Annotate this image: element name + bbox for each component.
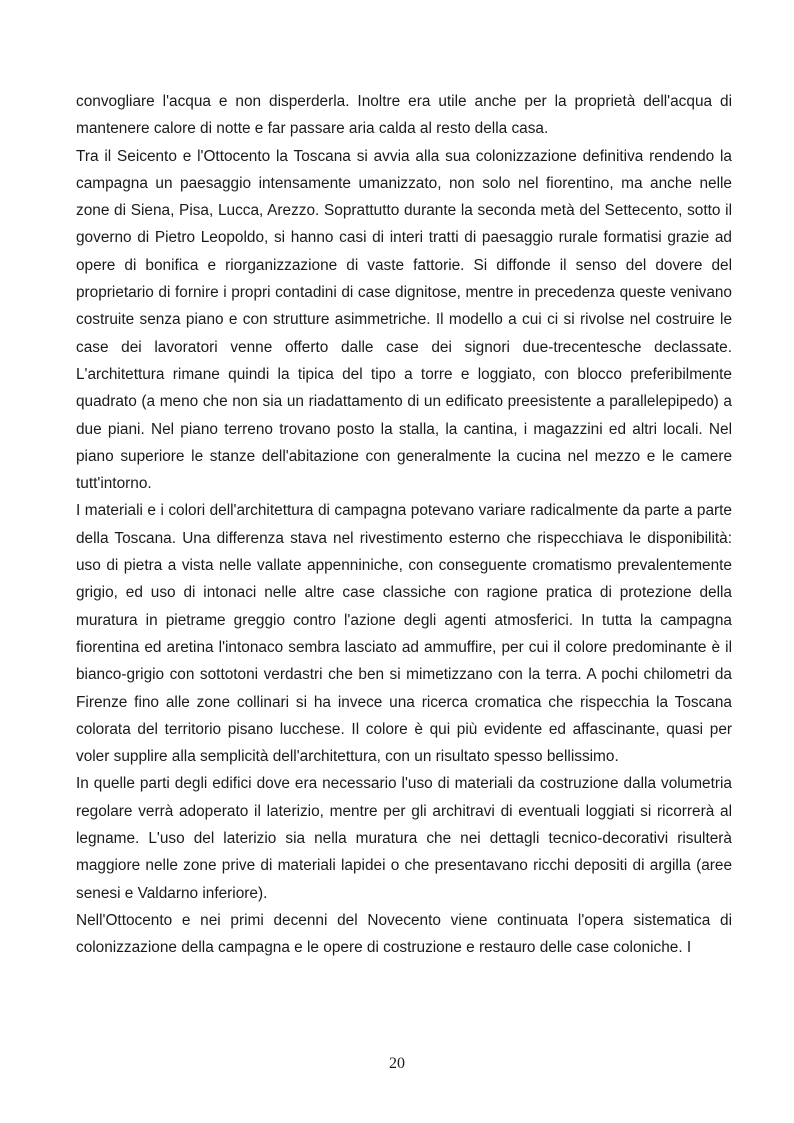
paragraph-5: Nell'Ottocento e nei primi decenni del Novecento viene continuata l'opera sistematica di colonizzazione della campagna e le opere di costruzione e restauro delle case coloniche. I [76,911,732,957]
body-text [76,88,732,962]
paragraph-4: In quelle parti degli edifici dove era necessario l'uso di materiali da costruzione dalla volumetria regolare verrà adoperato il laterizio, mentre per gli architravi di eventuali loggiati si ricorrerà al legname. L'uso del laterizio sia nella muratura che nei dettagli tecnico-decorativi risulterà maggiore nelle zone prive di materiali lapidei o che presentavano ricchi depositi di argilla (aree senesi e Valdarno inferiore). [76,775,732,902]
paragraph-2: Tra il Seicento e l'Ottocento la Toscana si avvia alla sua colonizzazione definitiva rendendo la campagna un paesaggio intensamente umanizzato, non solo nel fiorentino, ma anche nelle zone di Siena, Pisa, Lucca, Arezzo. Soprattutto durante la seconda metà del Settecento, sotto il governo di Pietro Leopoldo, si hanno casi di interi tratti di paesaggio rurale formatisi grazie ad opere di bonifica e riorganizzazione di vaste fattorie. Si diffonde il senso del dovere del proprietario di fornire i propri contadini di case dignitose, mentre in precedenza queste venivano costruite senza piano e con strutture asimmetriche. Il modello a cui ci si rivolse nel costruire le case dei lavoratori venne offerto dalle case dei signori due-trecentesche declassate. L'architettura rimane quindi la tipica del tipo a torre e loggiato, con blocco preferibilmente quadrato (a meno che non sia un riadattamento di un edificato preesistente a parallelepipedo) a due piani. Nel piano terreno trovano posto la stalla, la cantina, i magazzini ed altri locali. Nel piano superiore le stanze dell'abitazione con generalmente la cucina nel mezzo e le camere tutt'intorno. [76,147,732,493]
page-number: 20 [389,1055,405,1072]
paragraph-1: convogliare l'acqua e non disperderla. Inoltre era utile anche per la proprietà dell'acqua di mantenere calore di notte e far passare aria calda al resto della casa. [76,93,732,138]
paragraph-3: I materiali e i colori dell'architettura di campagna potevano variare radicalmente da parte a parte della Toscana. Una differenza stava nel rivestimento esterno che rispecchiava le disponibilità: uso di pietra a vista nelle vallate appenniniche, con conseguente cromatismo prevalentemente grigio, ed uso di intonaci nelle altre case classiche con ragione pratica di protezione della muratura in pietrame greggio contro l'azione degli agenti atmosferici. In tutta la campagna fiorentina ed aretina l'intonaco sembra lasciato ad ammuffire, per cui il colore predominante è il bianco-grigio con sottotoni verdastri che ben si mimetizzano con la terra. A pochi chilometri da Firenze fino alle zone collinari si ha invece una ricerca cromatica che rispecchia la Toscana colorata del territorio pisano lucchese. Il colore è qui più evidente ed affascinante, quasi per voler supplire alla semplicità dell'architettura, con un risultato spesso bellissimo. [76,502,732,766]
